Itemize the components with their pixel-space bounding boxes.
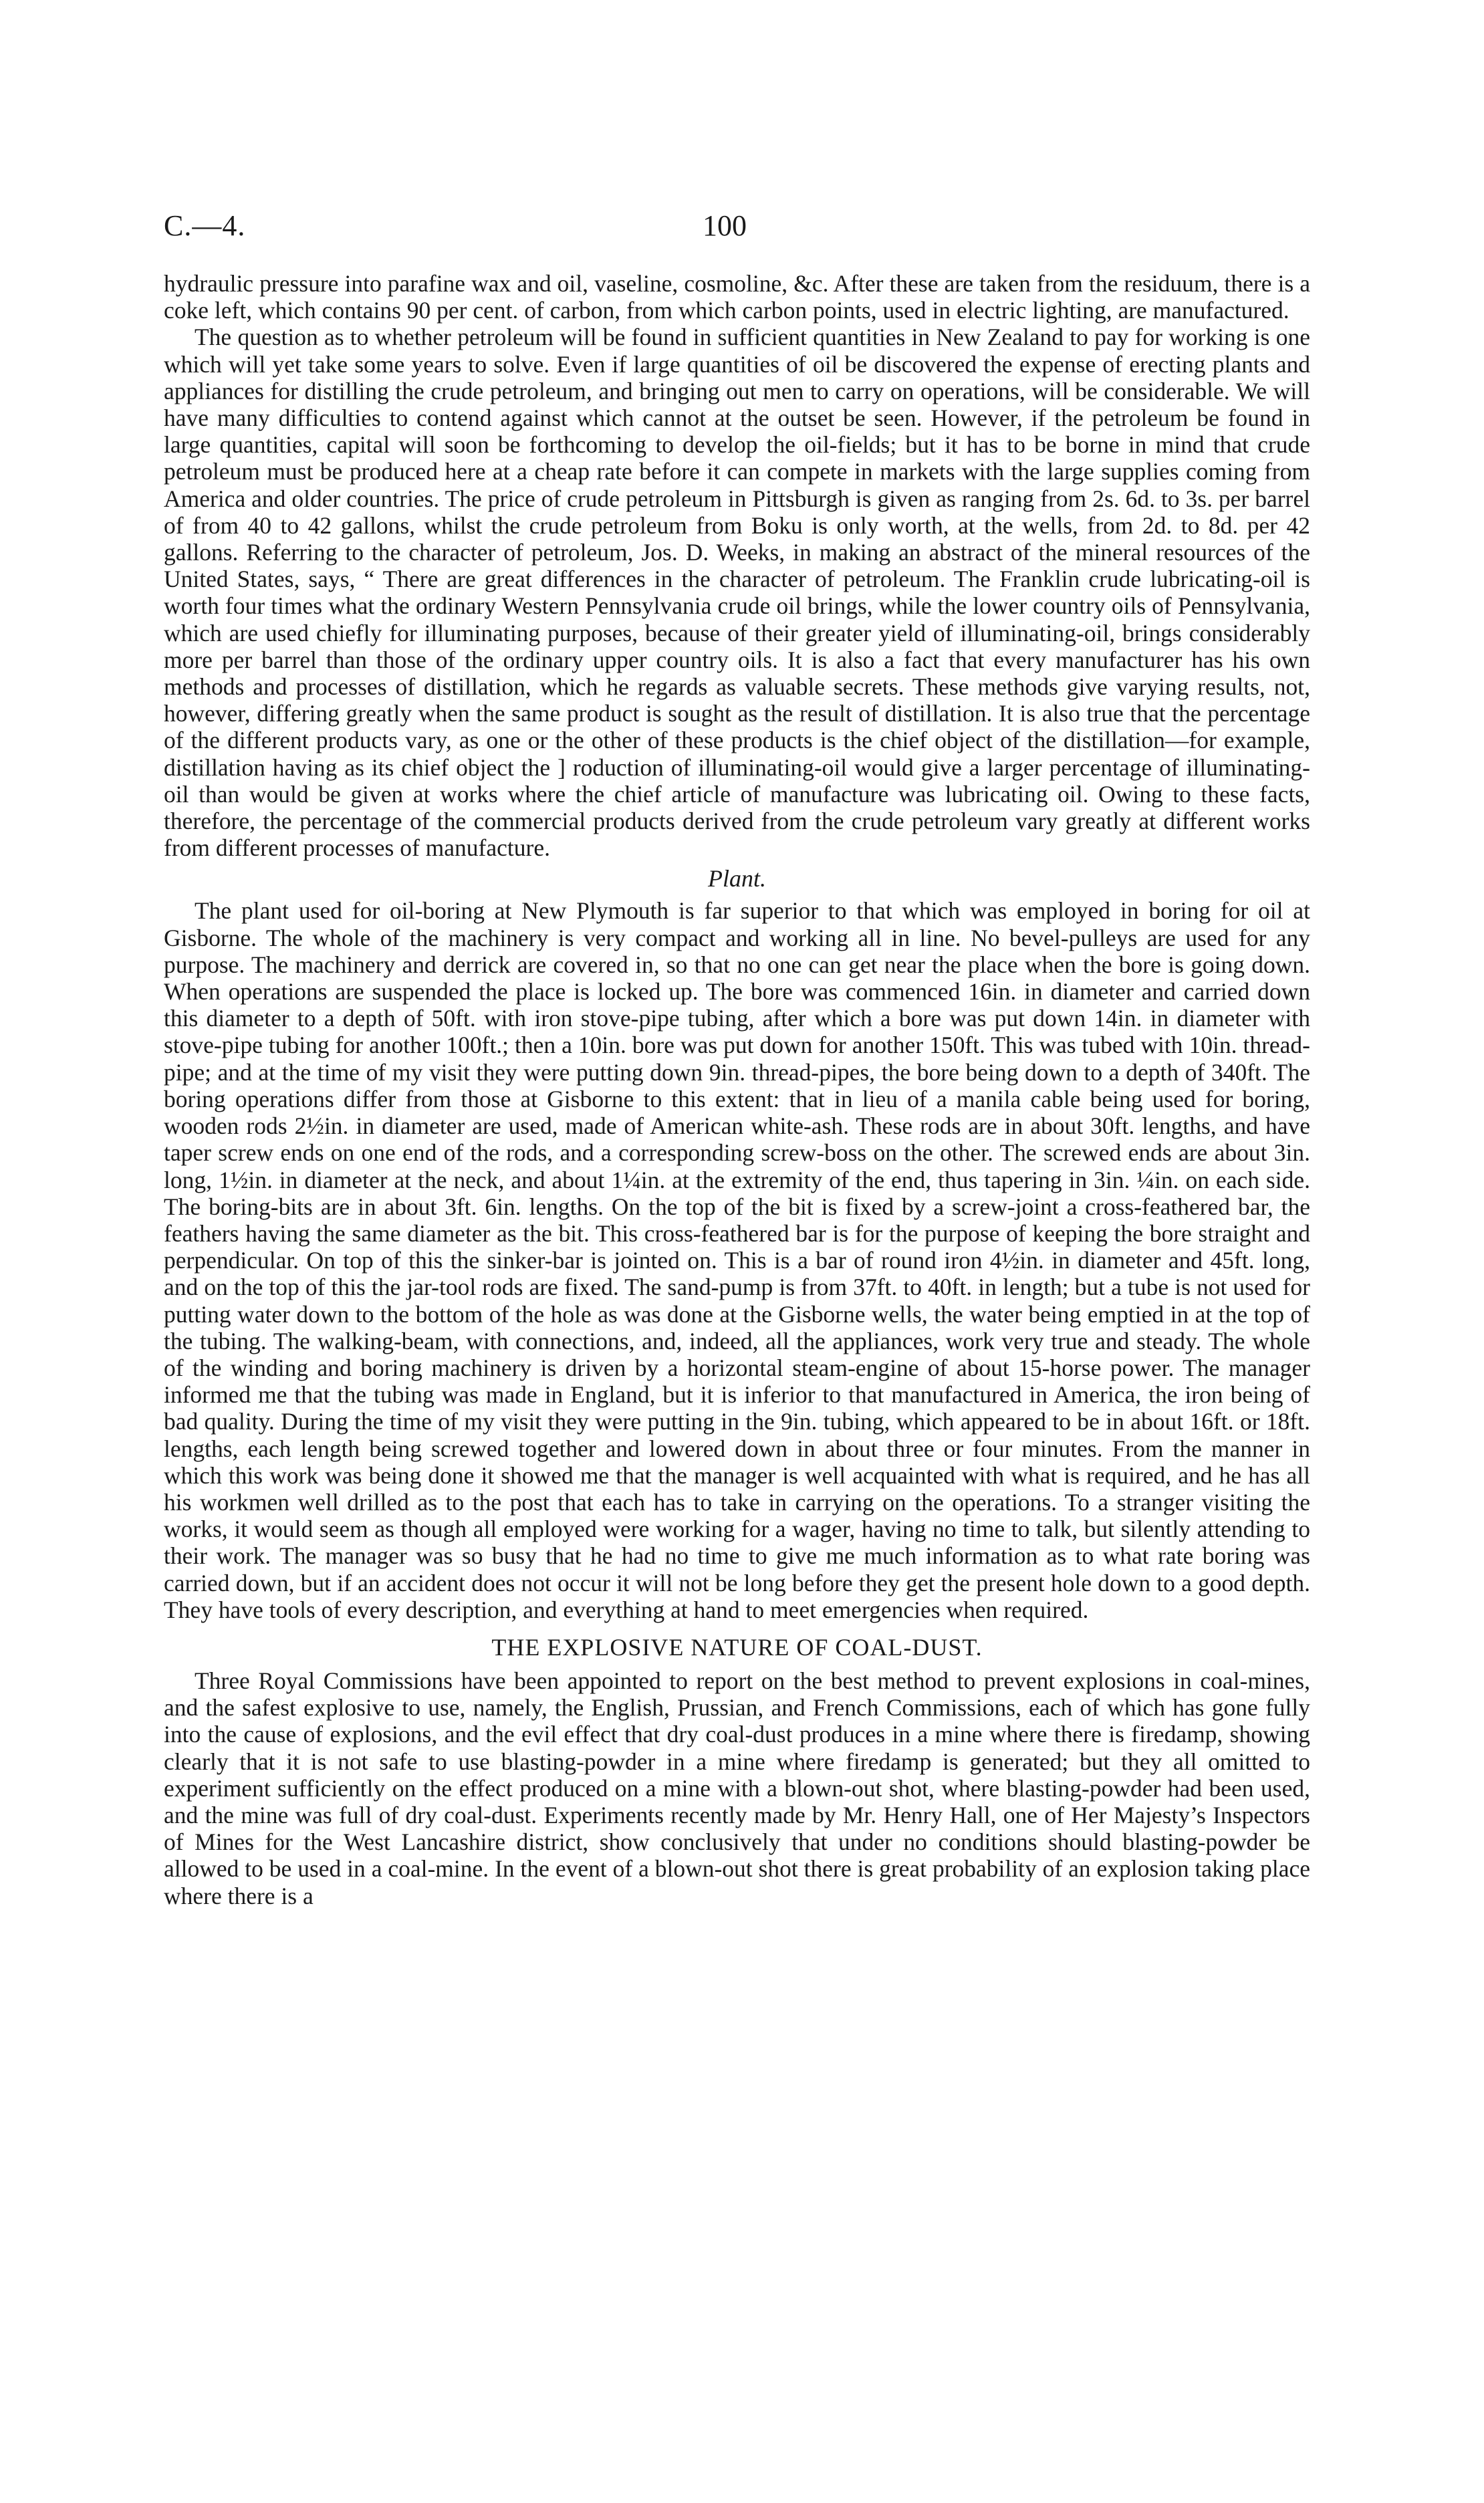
page-number: 100 bbox=[703, 209, 747, 242]
paragraph-continuation: hydraulic pressure into parafine wax and oil, vaseline, cosmoline, &c. After these are taken from the residuum, there is a coke left, which contains 90 per cent. of carbon, from which carbon points, used in electric lighting, are manufactured. bbox=[164, 270, 1310, 324]
document-reference: C.—4. bbox=[164, 209, 246, 242]
section-title-plant: Plant. bbox=[708, 865, 766, 892]
paragraph-petroleum-question: The question as to whether petroleum will be found in sufficient quantities in New Zealand to pay for working is one which will yet take some years to solve. Even if large quantities of oil be discovered the expense of erecting plants and appliances for distilling the crude petroleum, and bringing out men to carry on operations, will be considerable. We will have many difficulties to contend against which cannot at the outset be seen. However, if the petroleum be found in large quantities, capital will soon be forthcoming to develop the oil-fields; but it has to be borne in mind that crude petroleum must be produced here at a cheap rate before it can compete in markets with the large supplies coming from America and older countries. The price of crude petroleum in Pittsburgh is given as ranging from 2s. 6d. to 3s. per barrel of from 40 to 42 gallons, whilst the crude petroleum from Boku is only worth, at the wells, from 2d. to 8d. per 42 gallons. Referring to the character of petroleum, Jos. D. Weeks, in making an abstract of the mineral resources of the United States, says, “ There are great differences in the character of petroleum. The Franklin crude lubricating-oil is worth four times what the ordinary Western Pennsylvania crude oil brings, while the lower country oils of Pennsylvania, which are used chiefly for illuminating purposes, because of their greater yield of illuminating-oil, brings considerably more per barrel than those of the ordinary upper country oils. It is also a fact that every manufacturer has his own methods and processes of distillation, which he regards as valuable secrets. These methods give varying results, not, however, differing greatly when the same product is sought as the result of distillation. It is also true that the percentage of the different products vary, as one or the other of these products is the chief object of the distillation—for example, distillation having as its chief object the ] roduction of illuminating-oil would give a larger percentage of illuminating-oil than would be given at works where the chief article of manufacture was lubricating oil. Owing to these facts, therefore, the percentage of the commercial products derived from the crude petroleum vary greatly at different works from different processes of manufacture. bbox=[164, 324, 1310, 862]
paragraph-plant: The plant used for oil-boring at New Plymouth is far superior to that which was employed in boring for oil at Gisborne. The whole of the machinery is very compact and working all in line. No bevel-pulleys are used for any purpose. The machinery and derrick are covered in, so that no one can get near the place when the bore is going down. When operations are suspended the place is locked up. The bore was commenced 16in. in diameter and carried down this diameter to a depth of 50ft. with iron stove-pipe tubing, after which a bore was put down 14in. in diameter with stove-pipe tubing for another 100ft.; then a 10in. bore was put down for another 150ft. This was tubed with 10in. thread-pipe; and at the time of my visit they were putting down 9in. thread-pipes, the bore being down to a depth of 340ft. The boring operations differ from those at Gisborne to this extent: that in lieu of a manila cable being used for boring, wooden rods 2½in. in diameter are used, made of American white-ash. These rods are in about 30ft. lengths, and have taper screw ends on one end of the rods, and a corresponding screw-boss on the other. The screwed ends are about 3in. long, 1½in. in diameter at the neck, and about 1¼in. at the extremity of the end, thus tapering in 3in. ¼in. on each side. The boring-bits are in about 3ft. 6in. lengths. On the top of the bit is fixed by a screw-joint a cross-feathered bar, the feathers having the same diameter as the bit. This cross-feathered bar is for the purpose of keeping the bore straight and perpendicular. On top of this the sinker-bar is jointed on. This is a bar of round iron 4½in. in diameter and 45ft. long, and on the top of this the jar-tool rods are fixed. The sand-pump is from 37ft. to 40ft. in length; but a tube is not used for putting water down to the bottom of the hole as was done at the Gisborne wells, the water being emptied in at the top of the tubing. The walking-beam, with connections, and, indeed, all the appliances, work very true and steady. The whole of the winding and boring machinery is driven by a horizontal steam-engine of about 15-horse power. The manager informed me that the tubing was made in England, but it is inferior to that manufactured in America, the iron being of bad quality. During the time of my visit they were putting in the 9in. tubing, which appeared to be in about 16ft. or 18ft. lengths, each length being screwed together and lowered down in about three or four minutes. From the manner in which this work was being done it showed me that the manager is well acquainted with what is required, and he has all his workmen well drilled as to the post that each has to take in carrying on the operations. To a stranger visiting the works, it would seem as though all employed were working for a wager, having no time to talk, but silently attending to their work. The manager was so busy that he had no time to give me much information as to what rate boring was carried down, but if an accident does not occur it will not be long before they get the present hole down to a good depth. They have tools of every description, and everything at hand to meet emergencies when required. bbox=[164, 897, 1310, 1623]
section-title-coal-dust: THE EXPLOSIVE NATURE OF COAL-DUST. bbox=[491, 1633, 983, 1661]
page-header bbox=[164, 209, 1314, 249]
paragraph-coal-dust: Three Royal Commissions have been appointed to report on the best method to prevent explosions in coal-mines, and the safest explosive to use, namely, the English, Prussian, and French Commissions, each of which has gone fully into the cause of explosions, and the evil effect that dry coal-dust produces in a mine where there is firedamp, showing clearly that it is not safe to use blasting-powder in a mine where firedamp is generated; but they all omitted to experiment sufficiently on the effect produced on a mine with a blown-out shot, where blasting-powder had been used, and the mine was full of dry coal-dust. Experiments recently made by Mr. Henry Hall, one of Her Majesty’s Inspectors of Mines for the West Lancashire district, show conclusively that under no conditions should blasting-powder be allowed to be used in a coal-mine. In the event of a blown-out shot there is great probability of an explosion taking place where there is a bbox=[164, 1667, 1310, 1909]
body-text bbox=[164, 270, 1310, 1909]
